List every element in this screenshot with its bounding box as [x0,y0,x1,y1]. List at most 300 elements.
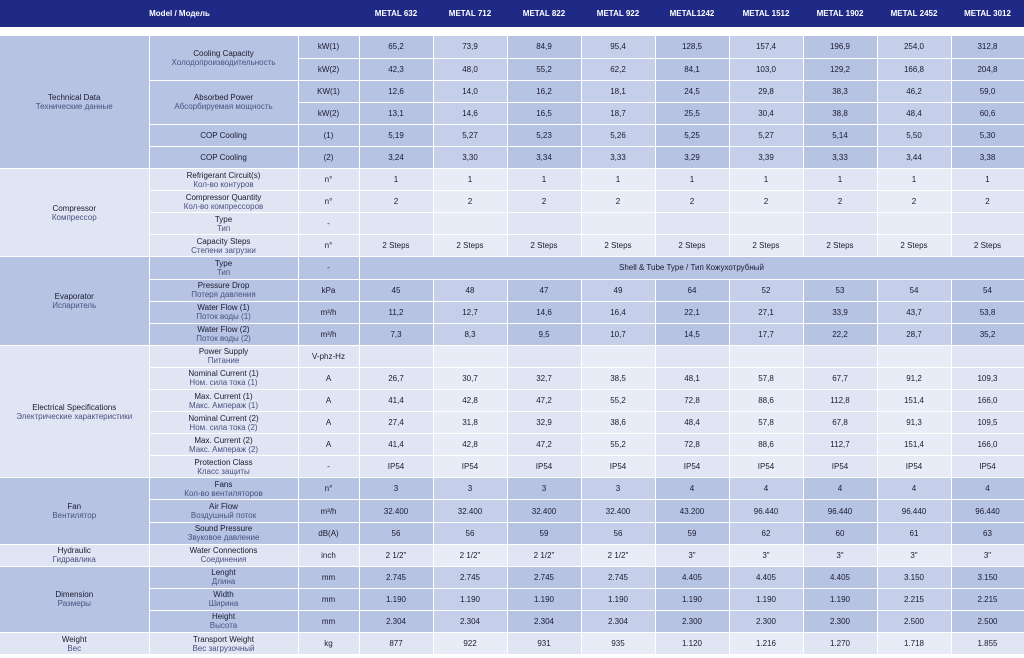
header-row [0,0,1024,27]
value-cell: 1.718 [877,633,951,655]
value-cell: 2 Steps [655,235,729,257]
parameter-label-cell [149,390,298,412]
value-cell: 3.150 [951,566,1024,588]
value-cell: 54 [951,279,1024,301]
value-cell: 54 [877,279,951,301]
value-cell [951,213,1024,235]
unit-cell: (2) [298,146,359,168]
value-cell: 59,0 [951,80,1024,102]
value-cell: 2.745 [433,566,507,588]
value-cell: 53,8 [951,301,1024,323]
group-label-ru: Компрессор [51,212,97,222]
value-cell [729,213,803,235]
model-header: METAL 922 [581,0,655,27]
value-cell: 2.300 [803,610,877,632]
value-cell: 109,5 [951,412,1024,434]
value-cell: 38,3 [803,80,877,102]
value-cell: 29,8 [729,80,803,102]
group-label-cell [0,257,149,345]
value-cell: 3 [581,478,655,500]
model-header: METAL 3012 [951,0,1024,27]
value-cell: 3,38 [951,146,1024,168]
value-cell: 2 Steps [581,235,655,257]
value-cell: 1 [359,169,433,191]
value-cell: 4 [729,478,803,500]
value-cell: 2 [655,191,729,213]
group-label-en: Fan [67,502,82,512]
unit-cell: kPa [298,279,359,301]
value-cell: 128,5 [655,36,729,58]
value-cell: 56 [581,522,655,544]
parameter-label-en: Water Flow (1) [197,303,250,313]
unit-cell: V-phz-Hz [298,345,359,367]
value-cell: 32,7 [507,367,581,389]
parameter-label-en: Nominal Current (2) [188,413,259,423]
value-cell: 25,5 [655,102,729,124]
parameter-label-ru: Ширина [208,599,239,609]
value-cell [433,213,507,235]
value-cell: 4 [803,478,877,500]
unit-cell: kW(2) [298,102,359,124]
value-cell: 62,2 [581,58,655,80]
value-cell: 56 [359,522,433,544]
parameter-label-en: Absorbed Power [193,93,254,103]
value-cell: 1 [655,169,729,191]
value-cell: 16,4 [581,301,655,323]
value-cell: 2 1/2" [359,544,433,566]
value-cell [359,345,433,367]
group-label-en: Hydraulic [57,546,91,556]
unit-cell: n° [298,191,359,213]
value-cell: 254,0 [877,36,951,58]
value-cell: 33,9 [803,301,877,323]
value-cell: 56 [433,522,507,544]
value-cell: 22,1 [655,301,729,323]
table-row [0,367,1024,389]
parameter-label-ru: Кол-во компрессоров [183,201,264,211]
value-cell: 196,9 [803,36,877,58]
parameter-label-en: Capacity Steps [196,236,251,246]
unit-cell: m³/h [298,500,359,522]
parameter-label-ru: Ном. сила тока (2) [189,422,258,432]
parameter-label-ru: Поток воды (1) [196,312,251,322]
value-cell [877,213,951,235]
value-cell: 1.190 [433,588,507,610]
unit-cell: - [298,456,359,478]
parameter-label-cell [149,633,298,655]
parameter-label-en: Water Flow (2) [197,325,250,335]
value-cell: 2 1/2" [507,544,581,566]
parameter-label-en: Pressure Drop [197,281,250,291]
value-cell: 72,8 [655,434,729,456]
value-cell: 38,8 [803,102,877,124]
parameter-label-cell [149,235,298,257]
spacer-cell [0,27,1024,36]
value-cell: 1.216 [729,633,803,655]
value-cell: IP54 [507,456,581,478]
value-cell: 32.400 [359,500,433,522]
value-cell: 1 [803,169,877,191]
value-cell: 166,0 [951,390,1024,412]
unit-cell: n° [298,478,359,500]
value-cell [729,345,803,367]
value-cell: 5,26 [581,124,655,146]
value-cell: 3,33 [803,146,877,168]
table-row [0,323,1024,345]
value-cell: 59 [655,522,729,544]
table-row [0,36,1024,58]
value-cell: 91,2 [877,367,951,389]
group-label-ru: Вес [67,643,82,653]
unit-cell: n° [298,235,359,257]
group-label-ru: Технические данные [35,102,113,112]
value-cell: 42,3 [359,58,433,80]
table-row [0,588,1024,610]
value-cell: 96.440 [803,500,877,522]
value-cell: 14,6 [507,301,581,323]
value-cell: IP54 [359,456,433,478]
value-cell: 22,2 [803,323,877,345]
value-cell: 13,1 [359,102,433,124]
parameter-label-cell [149,588,298,610]
value-cell: 1.270 [803,633,877,655]
parameter-label-cell [149,323,298,345]
value-cell: 3,30 [433,146,507,168]
value-cell: 204,8 [951,58,1024,80]
group-technical-data [0,36,1024,169]
value-cell: 4.405 [729,566,803,588]
value-cell: 72,8 [655,390,729,412]
value-cell: 1.190 [507,588,581,610]
value-cell: 151,4 [877,434,951,456]
parameter-label-cell [149,213,298,235]
value-cell: 5,27 [433,124,507,146]
value-cell: 103,0 [729,58,803,80]
value-cell: IP54 [803,456,877,478]
unit-cell: m³/h [298,323,359,345]
parameter-label-ru: Макс. Ампераж (2) [188,444,259,454]
value-cell: 2.745 [581,566,655,588]
parameter-label-cell [149,345,298,367]
group-label-cell [0,478,149,544]
table-row [0,544,1024,566]
group-label-cell [0,566,149,632]
table-row [0,301,1024,323]
parameter-label-cell [149,456,298,478]
model-header: METAL 712 [433,0,507,27]
value-cell: 32,9 [507,412,581,434]
parameter-label-cell [149,610,298,632]
value-cell: 7,3 [359,323,433,345]
table-row [0,522,1024,544]
parameter-label-ru: Кол-во контуров [193,179,254,189]
value-cell: 24,5 [655,80,729,102]
value-cell: IP54 [877,456,951,478]
parameter-label-en: Protection Class [194,457,253,467]
group-label-en: Evaporator [54,292,94,302]
value-cell: 1 [729,169,803,191]
value-cell: 49 [581,279,655,301]
value-cell: 2 1/2" [433,544,507,566]
value-cell: 32.400 [507,500,581,522]
group-dimension [0,566,1024,632]
value-cell: 312,8 [951,36,1024,58]
group-label-en: Compressor [52,203,97,213]
value-cell: 38,6 [581,412,655,434]
parameter-label-en: Transport Weight [193,634,254,644]
value-cell: 48,4 [655,412,729,434]
model-header-label: Model / Модель [0,0,359,27]
value-cell: 35,2 [951,323,1024,345]
value-cell: 41,4 [359,434,433,456]
group-compressor [0,169,1024,257]
table-row [0,279,1024,301]
value-cell: 14,5 [655,323,729,345]
value-cell: 64 [655,279,729,301]
value-cell: 96.440 [729,500,803,522]
parameter-label-cell [149,544,298,566]
value-cell: IP54 [951,456,1024,478]
value-cell: 11,2 [359,301,433,323]
parameter-label-en: Compressor Quantity [185,192,262,202]
parameter-label-ru: Класс защиты [197,466,250,476]
value-cell: 55,2 [507,58,581,80]
value-cell: 129,2 [803,58,877,80]
value-cell [655,213,729,235]
value-cell: 31,8 [433,412,507,434]
table-row [0,124,1024,146]
parameter-label-ru: Холодопроизводительность [171,57,276,67]
value-cell: 30,4 [729,102,803,124]
unit-cell: kW(2) [298,58,359,80]
table-row [0,390,1024,412]
value-cell: 1.120 [655,633,729,655]
value-cell: 2 Steps [359,235,433,257]
parameter-label-ru: Абсорбируемая мощность [174,102,273,112]
value-cell: 166,8 [877,58,951,80]
value-cell: 95,4 [581,36,655,58]
value-cell: 1.190 [581,588,655,610]
value-cell: 2 [951,191,1024,213]
value-cell: 12,6 [359,80,433,102]
value-cell: 63 [951,522,1024,544]
model-header: METAL 1512 [729,0,803,27]
table-row [0,257,1024,279]
value-cell: 48 [433,279,507,301]
value-cell: 96.440 [951,500,1024,522]
value-cell: 47,2 [507,434,581,456]
value-cell: 62 [729,522,803,544]
value-cell: 2.304 [581,610,655,632]
parameter-label-en: Power Supply [198,347,249,357]
value-cell: 112,8 [803,390,877,412]
model-header: METAL 1902 [803,0,877,27]
parameter-label-ru: Высота [209,621,238,631]
group-hydraulic [0,544,1024,566]
value-cell: 67,7 [803,367,877,389]
value-cell: 877 [359,633,433,655]
value-cell: 59 [507,522,581,544]
value-cell [803,345,877,367]
value-cell: 30,7 [433,367,507,389]
parameter-label-cell [149,434,298,456]
value-cell: 3" [877,544,951,566]
value-cell: 27,4 [359,412,433,434]
unit-cell: - [298,213,359,235]
unit-cell: n° [298,169,359,191]
value-cell: 2.500 [877,610,951,632]
value-cell: 2 Steps [877,235,951,257]
parameter-label-cell [149,169,298,191]
table-row [0,456,1024,478]
group-label-cell [0,169,149,257]
value-cell [581,345,655,367]
value-cell: 48,0 [433,58,507,80]
value-cell [581,213,655,235]
value-cell: 2 [359,191,433,213]
value-cell: 2.304 [433,610,507,632]
value-cell: 88,6 [729,434,803,456]
value-cell: 2 [877,191,951,213]
value-cell: 922 [433,633,507,655]
group-label-en: Dimension [55,590,94,600]
unit-cell: m³/h [298,301,359,323]
value-cell [507,213,581,235]
value-cell: 2 [729,191,803,213]
model-header: METAL 822 [507,0,581,27]
parameter-label-ru: Вес загрузочный [192,643,255,653]
value-cell: 157,4 [729,36,803,58]
parameter-label-cell [149,80,298,124]
parameter-label-en: Type [214,214,233,224]
parameter-label-cell [149,36,298,80]
value-cell: 4 [877,478,951,500]
value-cell: 2 Steps [951,235,1024,257]
table-row [0,146,1024,168]
unit-cell: (1) [298,124,359,146]
value-cell: IP54 [433,456,507,478]
value-cell: 2 1/2" [581,544,655,566]
parameter-label-ru: Макс. Ампераж (1) [188,400,259,410]
value-cell: 3.150 [877,566,951,588]
value-cell: 47,2 [507,390,581,412]
value-cell: 1 [433,169,507,191]
value-cell: 2 Steps [729,235,803,257]
parameter-label-cell [149,301,298,323]
value-cell: 27,1 [729,301,803,323]
table-row [0,478,1024,500]
value-cell: 12,7 [433,301,507,323]
value-cell: 65,2 [359,36,433,58]
group-label-ru: Электрические характеристики [16,411,133,421]
parameter-label-en: Max. Current (1) [194,391,253,401]
unit-cell: A [298,412,359,434]
value-cell: 38,5 [581,367,655,389]
value-cell: IP54 [581,456,655,478]
value-cell: 60,6 [951,102,1024,124]
value-cell [359,213,433,235]
value-cell: 67,8 [803,412,877,434]
parameter-label-en: Max. Current (2) [194,435,253,445]
value-cell: 2.215 [877,588,951,610]
parameter-label-cell [149,478,298,500]
value-cell: 14,6 [433,102,507,124]
unit-cell: kW(1) [298,36,359,58]
value-cell: 5,23 [507,124,581,146]
value-cell: 32.400 [581,500,655,522]
group-label-ru: Размеры [57,599,91,609]
parameter-label-en: Width [213,590,234,600]
value-cell: 61 [877,522,951,544]
value-cell: 3 [507,478,581,500]
parameter-label-ru: Ном. сила тока (1) [189,378,258,388]
value-cell: 52 [729,279,803,301]
unit-cell: A [298,434,359,456]
value-cell: 935 [581,633,655,655]
group-label-cell [0,544,149,566]
group-label-ru: Гидравлика [52,555,96,565]
value-cell: 2 [803,191,877,213]
value-cell: 2.300 [655,610,729,632]
unit-cell: KW(1) [298,80,359,102]
value-cell: 1 [951,169,1024,191]
spanned-value-cell: Shell & Tube Type / Тип Кожухотрубный [359,257,1024,279]
table-row [0,610,1024,632]
value-cell: 47 [507,279,581,301]
group-fan [0,478,1024,544]
parameter-label-ru: Соединения [200,555,247,565]
value-cell: 18,1 [581,80,655,102]
value-cell: 45 [359,279,433,301]
value-cell: 5,14 [803,124,877,146]
group-label-cell [0,36,149,169]
parameter-label-ru: Поток воды (2) [196,334,251,344]
value-cell: 5,27 [729,124,803,146]
table-row [0,412,1024,434]
value-cell: 3" [951,544,1024,566]
value-cell: 2.215 [951,588,1024,610]
parameter-label-cell [149,124,298,146]
value-cell: 57,8 [729,367,803,389]
value-cell: 55,2 [581,434,655,456]
unit-cell: - [298,257,359,279]
value-cell: 43,7 [877,301,951,323]
value-cell: 46,2 [877,80,951,102]
group-label-en: Technical Data [48,93,101,103]
value-cell: 2.500 [951,610,1024,632]
value-cell: 2.304 [359,610,433,632]
parameter-label-en: Lenght [211,568,236,578]
value-cell: 2.745 [507,566,581,588]
value-cell: 60 [803,522,877,544]
parameter-label-ru: Воздушный поток [190,511,257,521]
value-cell: 2.300 [729,610,803,632]
table-row [0,169,1024,191]
group-label-cell [0,345,149,478]
value-cell: IP54 [729,456,803,478]
unit-cell: mm [298,610,359,632]
parameter-label-cell [149,566,298,588]
parameter-label-ru: Потеря давления [191,290,256,300]
value-cell: 53 [803,279,877,301]
value-cell: 2.304 [507,610,581,632]
value-cell: 57,8 [729,412,803,434]
value-cell: 2 Steps [803,235,877,257]
unit-cell: kg [298,633,359,655]
value-cell: 2.745 [359,566,433,588]
value-cell: 48,4 [877,102,951,124]
value-cell [877,345,951,367]
